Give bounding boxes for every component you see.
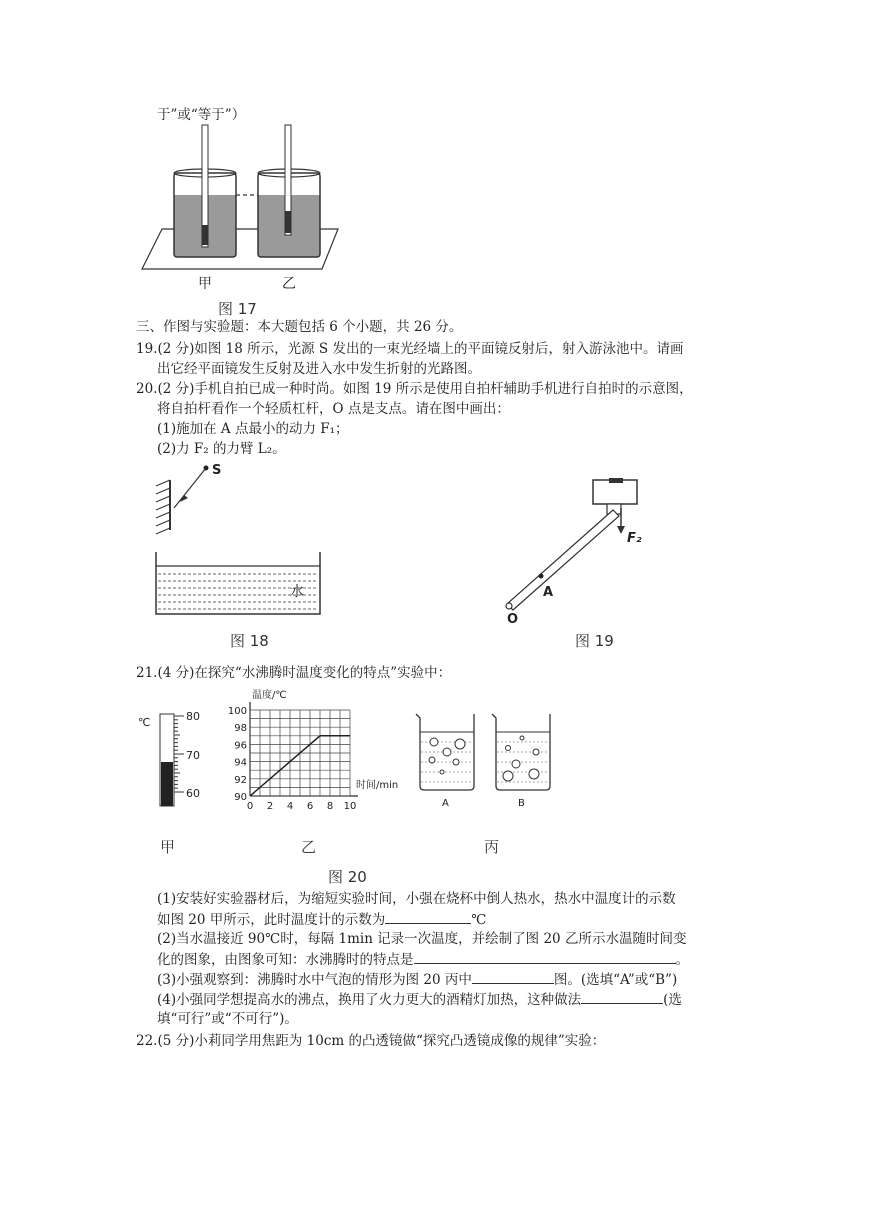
- incident-ray: [174, 468, 206, 508]
- pool: [156, 552, 320, 614]
- f2-label: F₂: [627, 531, 642, 546]
- graph-x-tick-label: 4: [286, 801, 294, 812]
- q19-line2: 出它经平面镜发生反射及进入水中发生折射的光路图。: [157, 361, 481, 377]
- fig17-label-right: 乙: [282, 276, 296, 292]
- top-line: 于”或“等于”）: [157, 107, 246, 123]
- thermo-tick-80: 80: [186, 710, 200, 723]
- graph-xlabel: 时间/min: [356, 780, 399, 791]
- figure-20-graph: [227, 688, 399, 820]
- q21-p4-line1: (4)小强同学想提高水的沸点，换用了火力更大的酒精灯加热，这种做法 (选: [157, 992, 682, 1008]
- graph-y-tick-label: 100: [227, 706, 247, 717]
- a-label: A: [543, 585, 554, 600]
- q21-p3: (3)小强观察到：沸腾时水中气泡的情形为图 20 丙中 图。(选填“A”或“B”): [157, 972, 678, 988]
- answer-blank-1[interactable]: [385, 910, 471, 924]
- water-label: 水: [290, 584, 304, 600]
- fig20-label-yi: 乙: [301, 838, 317, 856]
- beaker-a-label: A: [442, 798, 449, 809]
- phone: [593, 480, 637, 504]
- figure-20-thermometer: [138, 708, 208, 808]
- q21-p1-line1: (1)安装好实验器材后，为缩短实验时间，小强在烧杯中倒人热水，热水中温度计的示数: [157, 891, 676, 907]
- fig17-label-left: 甲: [198, 276, 212, 292]
- answer-blank-4[interactable]: [581, 990, 663, 1004]
- point-a: [539, 574, 544, 579]
- pivot-o: [506, 603, 512, 609]
- q21-p1-line2: 如图 20 甲所示，此时温度计的示数为 ℃: [157, 912, 487, 928]
- q19-line1: 19.(2 分)如图 18 所示，光源 S 发出的一束光经墙上的平面镜反射后，射入游泳池中。请画: [136, 341, 684, 357]
- beaker-b-label: B: [518, 798, 525, 809]
- q20-line1: 20.(2 分)手机自拍已成一种时尚。如图 19 所示是使用自拍杆辅助手机进行自拍时的示意图，: [136, 381, 693, 397]
- figure-17-beakers: [140, 125, 340, 315]
- graph-ylabel: 温度/℃: [252, 690, 287, 701]
- graph-y-tick-label: 94: [234, 757, 247, 769]
- q21-p4-line2: 填“可行”或“不可行”)。: [157, 1011, 298, 1027]
- q20-line2: 将自拍杆看作一个轻质杠杆，O 点是支点。请在图中画出：: [157, 401, 510, 417]
- source-label: S: [212, 463, 222, 478]
- fig18-caption: 图 18: [230, 632, 269, 650]
- thermometer-unit: ℃: [138, 716, 151, 729]
- graph-x-tick-label: 6: [306, 801, 314, 812]
- q21-stem: 21.(4 分)在探究“水沸腾时温度变化的特点”实验中：: [136, 665, 452, 681]
- fig17-caption: 图 17: [218, 300, 257, 318]
- thermo-tick-60: 60: [186, 787, 200, 800]
- graph-x-tick-label: 8: [326, 801, 334, 812]
- graph-y-tick-label: 96: [234, 740, 247, 752]
- figure-19-selfie-stick: [495, 478, 655, 628]
- graph-y-tick-label: 98: [234, 723, 247, 735]
- figure-20-beakers: [412, 712, 562, 812]
- q21-p2-line2: 化的图象，由图象可知：水沸腾时的特点是 。: [157, 952, 689, 968]
- fig19-caption: 图 19: [575, 632, 614, 650]
- graph-x-tick-label: 0: [246, 801, 254, 812]
- section-3-heading: 三、作图与实验题：本大题包括 6 个小题，共 26 分。: [136, 319, 463, 335]
- q20-sub2: (2)力 F₂ 的力臂 L₂。: [157, 441, 286, 457]
- graph-y-tick-label: 92: [234, 774, 247, 786]
- answer-blank-3[interactable]: [472, 970, 554, 984]
- fig20-caption: 图 20: [328, 868, 367, 886]
- selfie-stick: [507, 510, 619, 610]
- q21-p2-line1: (2)当水温接近 90℃时，每隔 1min 记录一次温度，并绘制了图 20 乙所示水温随时间变: [157, 931, 687, 947]
- fig20-label-jia: 甲: [160, 838, 176, 856]
- graph-x-tick-label: 10: [343, 801, 357, 812]
- thermometer-mercury: [161, 762, 173, 806]
- thermo-tick-70: 70: [186, 749, 200, 762]
- q22-stem: 22.(5 分)小莉同学用焦距为 10cm 的凸透镜做“探究凸透镜成像的规律”实验：: [136, 1033, 606, 1049]
- fig20-label-bing: 丙: [484, 838, 500, 856]
- graph-x-tick-label: 2: [266, 801, 274, 812]
- o-label: O: [507, 612, 519, 627]
- figure-18-mirror-pool: [150, 462, 330, 622]
- q20-sub1: (1)施加在 A 点最小的动力 F₁；: [157, 421, 349, 437]
- answer-blank-2[interactable]: [414, 950, 676, 964]
- graph-y-tick-label: 90: [234, 792, 247, 803]
